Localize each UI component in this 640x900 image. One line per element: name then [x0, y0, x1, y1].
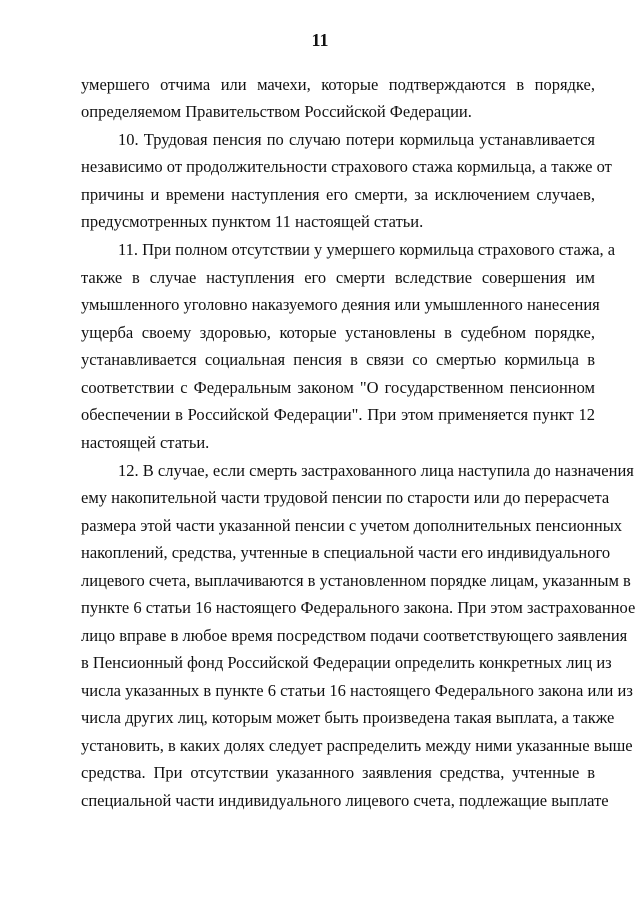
text-line: лицевого счета, выплачиваются в установленном порядке лицам, указанным в — [81, 571, 631, 590]
text-line: настоящей статьи. — [81, 433, 210, 452]
text-line: умершего отчима или мачехи, которые подтверждаются в порядке, — [81, 75, 595, 94]
text-line: предусмотренных пунктом 11 настоящей статьи. — [81, 212, 424, 231]
text-line: ему накопительной части трудовой пенсии по старости или до перерасчета — [81, 488, 610, 507]
text-line: накоплений, средства, учтенные в специальной части его индивидуального — [81, 543, 611, 562]
paragraph-10-first-line: 10. Трудовая пенсия по случаю потери кормильца устанавливается — [118, 130, 595, 149]
text-line: пункте 6 статьи 16 настоящего Федерального закона. При этом застрахованное — [81, 598, 636, 617]
text-line: числа других лиц, которым может быть произведена такая выплата, а также — [81, 708, 615, 727]
text-line: определяемом Правительством Российской Федерации. — [81, 102, 472, 121]
page-number: 11 — [311, 30, 329, 50]
paragraph-11-first-line: 11. При полном отсутствии у умершего кормильца страхового стажа, а — [118, 240, 616, 259]
text-line: устанавливается социальная пенсия в связи со смертью кормильца в — [81, 350, 595, 369]
text-line: лицо вправе в любое время посредством подачи соответствующего заявления — [81, 626, 628, 645]
text-line: в Пенсионный фонд Российской Федерации определить конкретных лиц из — [81, 653, 612, 672]
text-line: установить, в каких долях следует распределить между ними указанные выше — [81, 736, 633, 755]
text-line: специальной части индивидуального лицевого счета, подлежащие выплате — [81, 791, 609, 810]
text-line: умышленного уголовно наказуемого деяния или умышленного нанесения — [81, 295, 600, 314]
text-line: соответствии с Федеральным законом "О государственном пенсионном — [81, 378, 595, 397]
text-line: также в случае наступления его смерти вследствие совершения им — [81, 268, 595, 287]
paragraph-12-first-line: 12. В случае, если смерть застрахованного лица наступила до назначения — [118, 461, 634, 480]
text-line: ущерба своему здоровью, которые установлены в судебном порядке, — [81, 323, 595, 342]
text-line: средства. При отсутствии указанного заявления средства, учтенные в — [81, 763, 595, 782]
text-line: числа указанных в пункте 6 статьи 16 настоящего Федерального закона или из — [81, 681, 633, 700]
text-line: обеспечении в Российской Федерации". При этом применяется пункт 12 — [81, 405, 595, 424]
text-line: независимо от продолжительности страхового стажа кормильца, а также от — [81, 157, 612, 176]
text-line: причины и времени наступления его смерти, за исключением случаев, — [81, 185, 595, 204]
text-line: размера этой части указанной пенсии с учетом дополнительных пенсионных — [81, 516, 623, 535]
